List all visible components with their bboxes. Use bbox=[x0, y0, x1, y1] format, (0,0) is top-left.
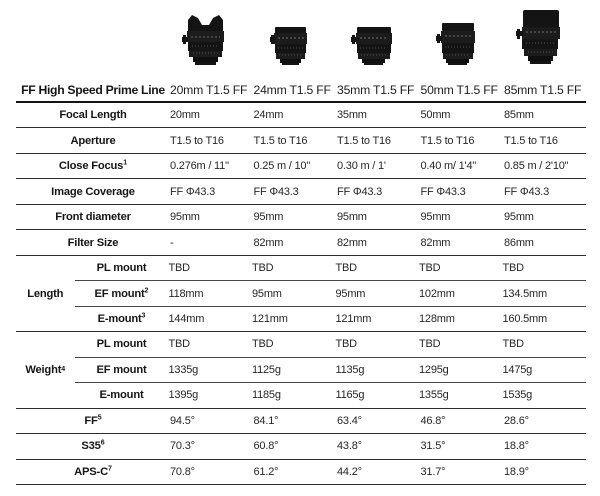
row-value: 0.30 m / 1' bbox=[337, 160, 386, 173]
lens-photo-50mm-icon bbox=[436, 23, 476, 65]
row-value: 43.8° bbox=[337, 440, 362, 453]
row-value: 85mm bbox=[504, 109, 534, 122]
row-value: T1.5 to T16 bbox=[253, 134, 308, 147]
row-value: 28.6° bbox=[504, 414, 529, 427]
row-value: 31.5° bbox=[420, 440, 446, 453]
row-value: 82mm bbox=[420, 236, 451, 249]
lens-photo-85mm-icon bbox=[516, 10, 563, 65]
row-value: 50mm bbox=[420, 109, 451, 122]
row-value: 82mm bbox=[253, 236, 284, 249]
row-value: - bbox=[170, 236, 174, 249]
table-subrow bbox=[75, 332, 587, 357]
group-subrows bbox=[75, 256, 587, 331]
table-row bbox=[16, 205, 586, 230]
row-label: Focal Length bbox=[59, 109, 127, 122]
row-value: 70.8° bbox=[170, 465, 195, 478]
page-title: FF High Speed Prime Line bbox=[21, 82, 165, 97]
table-row bbox=[16, 154, 586, 179]
row-value: TBD bbox=[419, 338, 441, 351]
row-value: 1395g bbox=[168, 389, 199, 402]
row-label: $FF^5$ bbox=[84, 414, 102, 427]
row-value: 95mm bbox=[170, 211, 200, 224]
row-value: FF Φ43.3 bbox=[420, 185, 466, 198]
row-value: 46.8° bbox=[420, 414, 446, 427]
row-value: 95mm bbox=[337, 211, 367, 224]
row-label: Close Focus$^1$ bbox=[58, 159, 128, 173]
lens-images-row bbox=[0, 0, 600, 66]
row-value: 84.1° bbox=[253, 414, 279, 427]
row-value: 70.3° bbox=[170, 440, 195, 453]
column-header-85mm: 85mm T1.5 FF bbox=[504, 82, 582, 97]
row-value: 0.25 m / 10" bbox=[253, 160, 311, 173]
row-label: Filter Size bbox=[67, 236, 119, 249]
row-value: 86mm bbox=[504, 236, 534, 249]
row-value: 144mm bbox=[168, 312, 205, 325]
subrow-label: E-mount bbox=[99, 389, 144, 402]
table-group-length bbox=[16, 256, 586, 332]
subrow-label: PL mount bbox=[96, 338, 147, 351]
lens-photo-35mm-icon bbox=[351, 27, 394, 65]
row-value: 95mm bbox=[504, 211, 534, 224]
row-label: Image Coverage bbox=[51, 185, 135, 198]
row-value: 1165g bbox=[335, 389, 365, 402]
group-label: Length bbox=[27, 287, 64, 300]
row-label: Front diameter bbox=[55, 211, 131, 224]
row-value: T1.5 to T16 bbox=[337, 134, 391, 147]
row-value: TBD bbox=[335, 262, 357, 275]
table-row bbox=[16, 230, 586, 255]
table-row bbox=[16, 409, 586, 434]
table-subrow bbox=[75, 307, 587, 331]
row-value: TBD bbox=[502, 338, 524, 351]
row-value: 1135g bbox=[335, 363, 365, 376]
row-value: TBD bbox=[252, 338, 274, 351]
row-value: 44.2° bbox=[337, 465, 362, 478]
table-subrow bbox=[75, 281, 587, 306]
row-value: 95mm bbox=[335, 287, 366, 300]
row-value: T1.5 to T16 bbox=[504, 134, 558, 147]
table-group-weight bbox=[16, 332, 586, 408]
subrow-label: PL mount bbox=[96, 262, 147, 275]
row-value: FF Φ43.3 bbox=[337, 185, 383, 198]
row-label: Aperture bbox=[70, 134, 116, 147]
table-row bbox=[16, 460, 586, 485]
column-header-20mm: 20mm T1.5 FF bbox=[170, 82, 248, 97]
row-value: TBD bbox=[252, 262, 274, 275]
row-value: 1185g bbox=[252, 389, 281, 402]
row-value: 1335g bbox=[168, 363, 199, 376]
row-value: TBD bbox=[419, 262, 441, 275]
row-value: FF Φ43.3 bbox=[253, 185, 299, 198]
row-value: 0.40 m/ 1'4" bbox=[420, 160, 477, 173]
row-value: TBD bbox=[335, 338, 357, 351]
column-header-24mm: 24mm T1.5 FF bbox=[253, 82, 331, 97]
row-value: 1535g bbox=[502, 389, 533, 402]
row-value: 102mm bbox=[419, 287, 455, 300]
row-value: 20mm bbox=[170, 109, 200, 122]
row-value: 18.9° bbox=[504, 465, 529, 478]
table-header-row bbox=[16, 78, 586, 103]
row-value: 121mm bbox=[335, 312, 372, 325]
column-header-50mm: 50mm T1.5 FF bbox=[420, 82, 498, 97]
row-value: 18.8° bbox=[504, 440, 529, 453]
row-value: 82mm bbox=[337, 236, 367, 249]
row-value: 95mm bbox=[420, 211, 451, 224]
row-value: 1125g bbox=[252, 363, 281, 376]
table-row bbox=[16, 434, 586, 459]
row-value: 61.2° bbox=[253, 465, 279, 478]
spec-table bbox=[16, 78, 586, 485]
row-value: 1355g bbox=[419, 389, 449, 402]
subrow-label: EF mount$^2$ bbox=[94, 286, 149, 300]
lens-photo-20mm-icon bbox=[182, 13, 229, 65]
table-body bbox=[16, 103, 586, 485]
table-row bbox=[16, 103, 586, 128]
subrow-label: E-mount$^3$ bbox=[97, 312, 146, 325]
table-subrow bbox=[75, 383, 587, 407]
row-label: $S35^6$ bbox=[81, 439, 105, 453]
row-value: 94.5° bbox=[170, 414, 195, 427]
row-value: 24mm bbox=[253, 109, 284, 122]
row-value: TBD bbox=[502, 262, 524, 275]
table-subrow bbox=[75, 256, 587, 281]
row-value: 95mm bbox=[252, 287, 282, 300]
row-value: 95mm bbox=[253, 211, 284, 224]
table-subrow bbox=[75, 358, 587, 383]
row-label: APS-$C^7$ bbox=[74, 465, 112, 478]
table-row bbox=[16, 128, 586, 153]
row-value: TBD bbox=[168, 262, 190, 275]
row-value: 1475g bbox=[502, 363, 533, 376]
row-value: TBD bbox=[168, 338, 190, 351]
row-value: T1.5 to T16 bbox=[420, 134, 475, 147]
subrow-label: EF mount bbox=[96, 363, 147, 376]
row-value: 128mm bbox=[419, 312, 455, 325]
row-value: FF Φ43.3 bbox=[170, 185, 216, 198]
lens-photo-24mm-icon bbox=[270, 27, 308, 65]
row-value: 63.4° bbox=[337, 414, 362, 427]
row-value: 1295g bbox=[419, 363, 449, 376]
row-value: 118mm bbox=[168, 287, 204, 300]
row-value: FF Φ43.3 bbox=[504, 185, 550, 198]
row-value: 0.85 m / 2'10" bbox=[504, 160, 569, 173]
table-row bbox=[16, 179, 586, 204]
group-subrows bbox=[75, 332, 587, 407]
column-header-35mm: 35mm T1.5 FF bbox=[337, 82, 415, 97]
row-value: 160.5mm bbox=[502, 312, 547, 325]
row-value: 0.276m / 11" bbox=[170, 160, 229, 173]
row-value: 134.5mm bbox=[502, 287, 547, 300]
row-value: 31.7° bbox=[420, 465, 446, 478]
row-value: T1.5 to T16 bbox=[170, 134, 224, 147]
row-value: 35mm bbox=[337, 109, 367, 122]
group-label: Weight 4 bbox=[25, 363, 66, 376]
row-value: 60.8° bbox=[253, 440, 279, 453]
row-value: 121mm bbox=[252, 312, 288, 325]
